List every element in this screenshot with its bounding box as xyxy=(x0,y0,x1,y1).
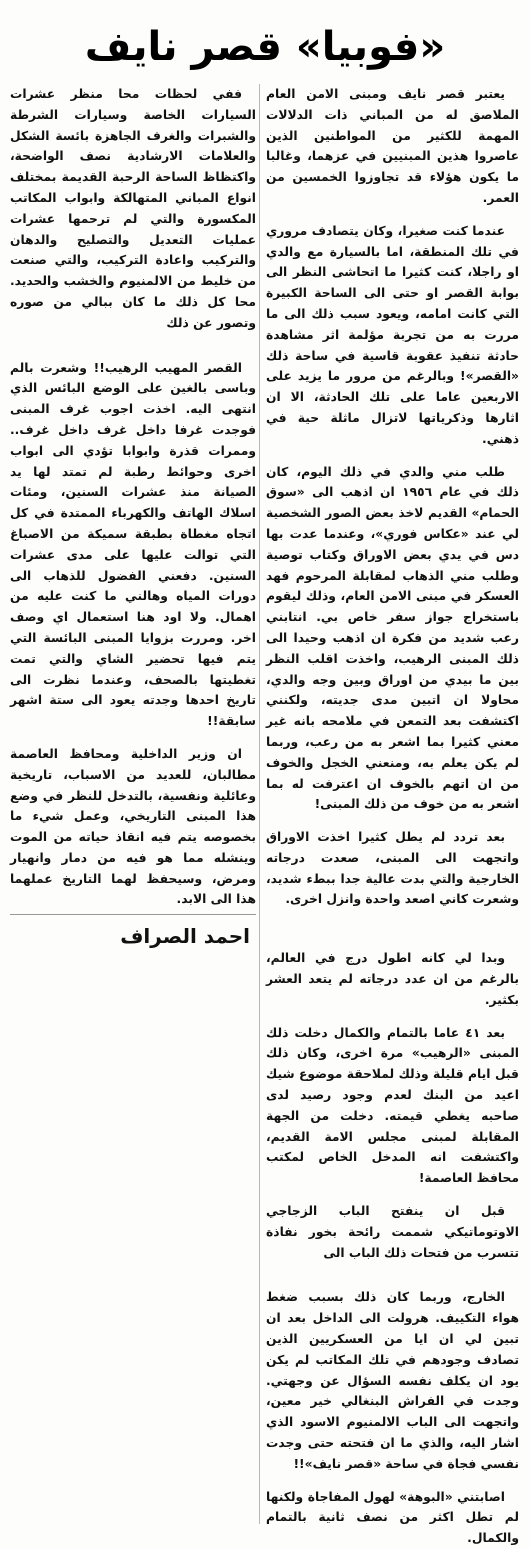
left-paragraph-1: ففي لحظات محا منظر عشرات السيارات الخاصة وسيارات الشرطة والشبرات والغرف الجاهزة بائسة الشكل والعلامات الارشادية نصف الواضحة، واكتظاظ الساحة الرحبة القديمة بمختلف انواع المباني المتهالكة وابواب المكاتب المكسورة والتي لم ترحمها عشرات عمليات التعديل والتصليح والدهان والتركيب واعادة التركيب، والتي صنعت من خليط من الالمنيوم والخشب والحديد. محا كل ذلك ما كان ببالي من صوره وتصور عن ذلك xyxy=(10,87,256,330)
column-divider xyxy=(259,84,260,1524)
right-paragraph-3: طلب مني والدي في ذلك اليوم، كان ذلك في عام ١٩٥٦ ان اذهب الى «سوق الحمام» القديم لاخذ بعض الصور الشخصية لي عند «عكاس فوري»، وعندما عدت بها دس في يدي بعض الاوراق وكتاب توصية وطلب مني الذهاب لمقابلة المرحوم فهد العسكر في مبنى الامن العام، وذلك ليقوم باستخراج جواز سفر خاص بي. انتابني رعب شديد من فكرة ان اذهب وحيدا الى ذلك المبنى الرهيب، واخذت اقلب النظر بين ما بيدي من اوراق وبين وجه والدي، محاولا ان اتبين مدى جديته، ولكنني اكتشفت بعد التمعن في ملامحه بانه غير معني كثيرا بما اشعر به من رعب، وربما لم يكن يعلم به، ومنعني الخجل والخوف من ان اتهم بالخوف ان اعترفت له بما اشعر به من خوف من ذلك المبنى! xyxy=(266,464,519,812)
column-end-rule xyxy=(10,914,256,915)
article-left-column xyxy=(10,84,256,949)
right-paragraph-5: وبدا لي كانه اطول درج في العالم، بالرغم من ان عدد درجاته لم يتعد العشر بكثير. xyxy=(266,951,519,1007)
article-headline: «فوبيا» قصر نايف xyxy=(84,24,446,70)
author-signature: احمد الصراف xyxy=(120,924,250,949)
right-paragraph-9: اصابتني «البوهة» لهول المفاجاة ولكنها لم تطل اكثر من نصف ثانية بالتمام والكمال. xyxy=(266,1489,519,1546)
left-paragraph-3: ان وزير الداخلية ومحافظ العاصمة مطالبان، للعديد من الاسباب، تاريخية وعائلية ونفسية، بالتدخل للنظر في وضع هذا المبنى التاريخي، وعمل شيء ما بخصوصه يتم فيه انقاذ حياته من الموت وينشله مما هو فيه من دمار وانهيار ومرض، وسيحفظ لهما التاريخ عملهما هذا الى الابد. xyxy=(10,746,256,907)
right-paragraph-8: الخارج، وربما كان ذلك بسبب ضغط هواء التكييف. هرولت الى الداخل بعد ان تبين لي ان ايا من العسكريين الذين تصادف وجودهم في تلك المكاتب لم يكن يود ان يكلف نفسه السؤال عن وجهتي. وجدت في الفراش البنغالي خير معين، واتجهت الى الباب الالمنيوم الاسود الذي اشار اليه، والذي ما ان فتحته حتى وجدت نفسي فجاة في ساحة «قصر نايف»!! xyxy=(266,1290,519,1471)
left-paragraph-2: القصر المهيب الرهيب!! وشعرت بالم وباسى بالغين على الوضع البائس الذي انتهى اليه. اخذت اجوب غرف المبنى فوجدت غرفا داخل غرف داخل غرف.. وممرات قذرة وابوابا تؤدي الى ابواب اخرى وحوائط رطبة لم تمتد لها يد الصيانة منذ عشرات السنين، ومئات اسلاك الهاتف والكهرباء الممتدة في كل اتجاه مغطاة بطبقة سميكة من الاصباغ التي توالت عليها على مدى عشرات السنين. دفعني الفضول للذهاب الى دورات المياه وهالني ما كنت عليه من اهمال. ولا اود هنا استعمال اي وصف اخر. ومررت بزوايا المبنى البائسة التي يتم فيها تحضير الشاي والتي تمت تغطيتها بالصحف، وعندما نظرت الى تاريخ احدها وجدته يعود الى ستة اشهر سابقة!! xyxy=(10,360,256,729)
right-paragraph-4: بعد تردد لم يطل كثيرا اخذت الاوراق واتجهت الى المبنى، صعدت درجاته الخارجية والتي بدت عالية جدا ببطء شديد، وشعرت كاني اصعد واحدة وانزل اخرى. xyxy=(266,830,519,907)
right-paragraph-7: قبل ان ينفتح الباب الزجاجي الاوتوماتيكي شممت رائحة بخور نفاذة تتسرب من فتحات ذلك الباب الى xyxy=(266,1204,519,1260)
right-paragraph-6: بعد ٤١ عاما بالتمام والكمال دخلت ذلك المبنى «الرهيب» مرة اخرى، وكان ذلك قبل ايام قليلة وذلك لملاحقة موضوع شيك اعيد من البنك لعدم وجود رصيد لدى صاحبه يغطي قيمته. دخلت من الجهة المقابلة لمبنى مجلس الامة القديم، واكتشفت انه المدخل الخاص لمكتب محافظ العاصمة! xyxy=(266,1025,519,1186)
article-right-column xyxy=(266,84,519,1546)
right-paragraph-1: يعتبر قصر نايف ومبنى الامن العام الملاصق له من المباني ذات الدلالات المهمة للكثير من المواطنين الذين عاصروا هذين المبنيين في عزهما، وغالبا ما يكون هؤلاء قد تجاوزوا الخمسين من العمر. xyxy=(266,87,519,205)
right-paragraph-2: عندما كنت صغيرا، وكان يتصادف مروري في تلك المنطقة، اما بالسيارة مع والدي او راجلا، كنت كثيرا ما اتحاشى النظر الى بوابة القصر او حتى الى الساحة الكبيرة التي كانت امامه، ويعود سبب ذلك الى ما مررت به من تجربة مؤلمة اثر مشاهدة حادثة تنفيذ عقوبة قاسية في ساحة ذلك «القصر»! وبالرغم من مرور ما يزيد على الاربعين عاما على تلك الحادثة، الا ان اثارها وذكرياتها لاتزال ماثلة حية في ذهني. xyxy=(266,223,519,446)
